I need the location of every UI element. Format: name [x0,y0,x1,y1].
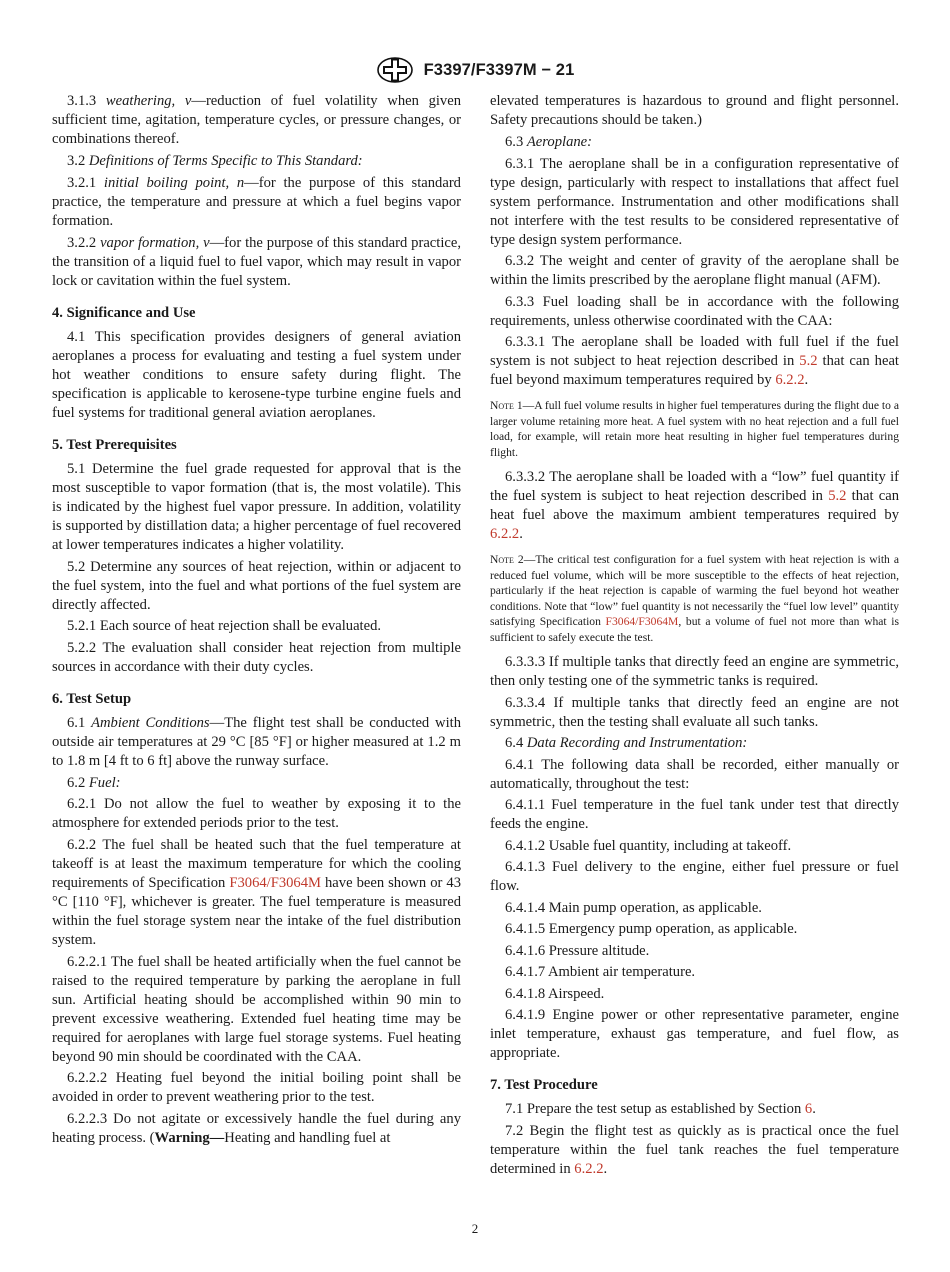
section-7-1: 7.1 Prepare the test setup as established by Section 6. [505,1101,816,1117]
section-6-3-1: 6.3.1 The aeroplane shall be in a configuration representative of type design, particularly with respect to installations that affect fuel system performance. Instrumentation and other modifications shall not interfere with the test results to be considered representative of type design system performance. [490,155,899,248]
section-3-2: 3.2 Definitions of Terms Specific to This Standard: [67,153,363,169]
section-4-1: 4.1 This specification provides designers of general aviation aeroplanes a process for evaluating and testing a fuel system under hot weather conditions to ensure safety during flight. The specification is applicable to kerosene-type turbine engine fuels and fuel systems for traditional general aviation aeroplanes. [52,328,461,421]
section-6-4: 6.4 Data Recording and Instrumentation: [505,735,748,751]
spec-f3064-link[interactable]: F3064/F3064M [605,615,679,628]
section-6-4-1-8: 6.4.1.8 Airspeed. [505,985,605,1002]
section-5-2-1: 5.2.1 Each source of heat rejection shall be evaluated. [67,618,382,634]
section-6-2-2-link[interactable]: 6.2.2 [775,372,805,388]
section-6-4-1-7: 6.4.1.7 Ambient air temperature. [505,964,696,980]
section-6-4-1-5: 6.4.1.5 Emergency pump operation, as applicable. [505,921,798,937]
right-column [490,92,899,1182]
section-6-4-1: 6.4.1 The following data shall be recorded, either manually or automatically, throughout the test: [490,756,899,792]
spec-f3064-link[interactable]: F3064/F3064M [229,874,321,891]
section-6-4-1-3: 6.4.1.3 Fuel delivery to the engine, either fuel pressure or fuel flow. [490,859,899,894]
section-6-4-1-4: 6.4.1.4 Main pump operation, as applicable. [505,899,762,916]
section-6-3: 6.3 Aeroplane: [505,134,592,150]
section-3-1-3: 3.1.3 weathering, v—reduction of fuel volatility when given sufficient time, agitation, temperature cycles, or pressure changes, or combinations thereof. [52,93,461,147]
section-6-link[interactable]: 6 [804,1101,813,1117]
note-1: Note 1—A full fuel volume results in higher fuel temperatures during the flight due to a larger volume retaining more heat. A fuel system with no heat rejection and a full fuel load, for example, will retain more heat resulting in higher fuel temperatures during flight. [490,399,899,459]
section-6-4-1-9: 6.4.1.9 Engine power or other representative parameter, engine inlet temperature, exhaust gas temperature, and fuel flow, as appropriate. [490,1007,899,1061]
section-5-2-link[interactable]: 5.2 [828,488,847,504]
heading-section-4: 4. Significance and Use [52,304,196,321]
section-6-2-2-3-continued: elevated temperatures is hazardous to ground and flight personnel. Safety precautions should be taken.) [490,93,899,128]
section-5-2: 5.2 Determine any sources of heat rejection, within or adjacent to the fuel system, into the fuel and what portions of the fuel system are directly affected. [52,558,461,613]
section-6-4-1-1: 6.4.1.1 Fuel temperature in the fuel tank under test that directly feeds the engine. [490,797,899,832]
section-6-2-2: 6.2.2 The fuel shall be heated such that the fuel temperature at takeoff is at least the maximum temperature for which the cooling requirements of Specification F3064/F3064M have been shown or 43 °C [110 °F], whichever is greater. The fuel temperature is measured within the fuel storage system near the intake of the fuel distribution system. [52,836,461,948]
section-6-4-1-2: 6.4.1.2 Usable fuel quantity, including at takeoff. [505,837,792,854]
section-7-2: 7.2 Begin the flight test as quickly as is practical once the fuel temperature within the fuel tank reaches the fuel temperature determined in 6.2.2. [490,1123,899,1177]
heading-section-7: 7. Test Procedure [490,1077,598,1093]
section-6-2-2-link[interactable]: 6.2.2 [574,1161,604,1177]
section-5-2-2: 5.2.2 The evaluation shall consider heat rejection from multiple sources in accordance with their duty cycles. [52,639,461,675]
heading-section-6: 6. Test Setup [52,690,132,707]
section-3-2-1: 3.2.1 initial boiling point, n—for the purpose of this standard practice, the temperature and pressure at which a fuel begins vapor formation. [52,174,461,229]
section-6-2-2-2: 6.2.2.2 Heating fuel beyond the initial boiling point shall be avoided in order to prevent weathering prior to the test. [52,1070,461,1105]
heading-section-5: 5. Test Prerequisites [52,436,177,453]
section-6-3-3-2: 6.3.3.2 The aeroplane shall be loaded with a “low” fuel quantity if the fuel system is subject to heat rejection described in 5.2 that can heat fuel above the maximum ambient temperatures required by 6.2.2. [490,469,899,542]
section-6-2-2-3: 6.2.2.3 Do not agitate or excessively handle the fuel during any heating process. (Warning—Heating and handling fuel at [52,1110,461,1146]
section-6-1: 6.1 Ambient Conditions—The flight test shall be conducted with outside air temperatures at 29 °C [85 °F] or higher measured at 1.2 m to 1.8 m [4 ft to 6 ft] above the runway surface. [52,714,461,769]
section-6-3-2: 6.3.2 The weight and center of gravity of the aeroplane shall be within the limits prescribed by the aeroplane flight manual (AFM). [490,253,899,288]
section-6-2-2-link[interactable]: 6.2.2 [490,526,520,542]
section-5-1: 5.1 Determine the fuel grade requested for approval that is the most susceptible to vapor formation (that is, the most volatile). This is indicated by the highest fuel vapor pressure. In addition, volatility is supported by distillation data; a higher percentage of fuel recovered at lower temperatures indicates a higher volatility. [52,460,461,553]
section-3-2-2: 3.2.2 vapor formation, v—for the purpose of this standard practice, the transition of a liquid fuel to fuel vapor, which may result in vapor lock or cavitation within the fuel system. [52,234,461,289]
section-6-2: 6.2 Fuel: [67,774,121,791]
astm-logo-icon [376,57,414,83]
note-2: Note 2—The critical test configuration for a fuel system with heat rejection is with a reduced fuel volume, which will be more susceptible to the effects of heat rejection, particularly if the heat rejection is capable of warming the fuel beyond hot weather conditions. Note that “low” fuel quantity is not necessarily the “fuel low level” quantity satisfying Specification F3064/F3064M, but a volume of fuel not more than what is sufficient to safely execute the test. [490,553,899,644]
section-6-3-3-4: 6.3.3.4 If multiple tanks that directly feed an engine are not symmetric, then the testing shall evaluate all such tanks. [490,694,899,730]
section-6-2-2-1: 6.2.2.1 The fuel shall be heated artificially when the fuel cannot be raised to the required temperature by parking the aeroplane in full sun. Artificial heating should be accomplished within 90 min to prevent excessive weathering. Extended fuel heating time may be required for aeroplanes with large fuel storage systems. Fuel heating beyond 90 min should be coordinated with the CAA. [52,953,461,1065]
page-number: 2 [471,1221,479,1236]
standard-designation: F3397/F3397M − 21 [423,60,575,79]
section-5-2-link[interactable]: 5.2 [799,353,818,369]
left-column [52,92,461,1150]
section-6-2-1: 6.2.1 Do not allow the fuel to weather by exposing it to the atmosphere for extended periods prior to the test. [52,796,461,831]
section-6-3-3-1: 6.3.3.1 The aeroplane shall be loaded with full fuel if the fuel system is not subject to heat rejection described in 5.2 that can heat fuel beyond maximum temperatures required by 6.2.2. [490,334,899,388]
section-6-3-3-3: 6.3.3.3 If multiple tanks that directly feed an engine are symmetric, then only testing one of the symmetric tanks is required. [490,654,899,689]
section-6-4-1-6: 6.4.1.6 Pressure altitude. [505,942,650,959]
page-header [0,57,950,83]
section-6-3-3: 6.3.3 Fuel loading shall be in accordance with the following requirements, unless otherwise coordinated with the CAA: [490,293,899,329]
